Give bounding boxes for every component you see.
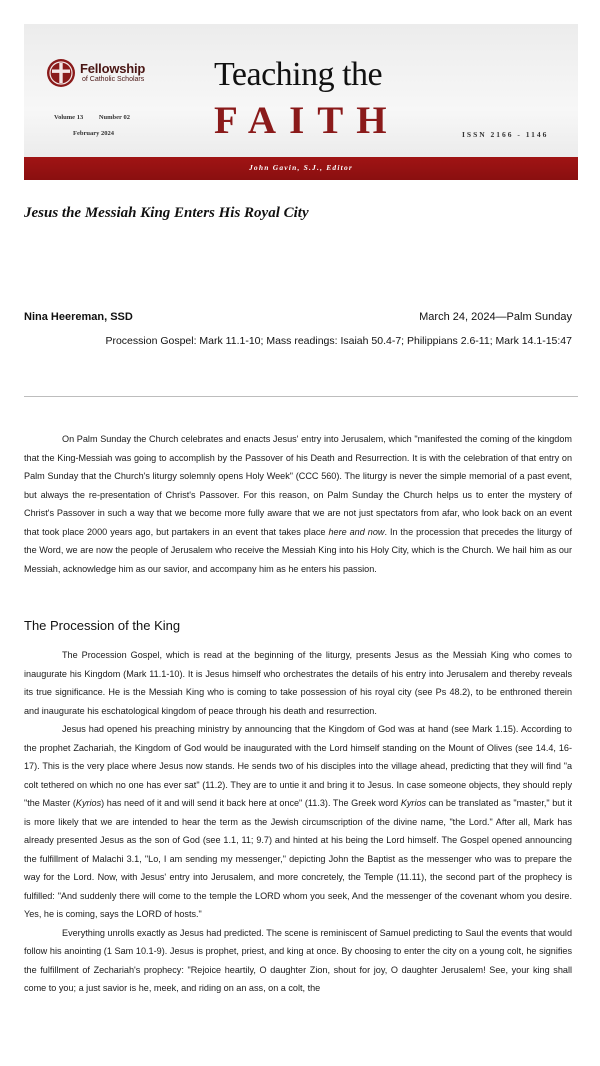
intro-paragraph [24, 430, 572, 578]
fellowship-logo-icon [46, 58, 76, 88]
issn-label: ISSN 2166 - 1146 [462, 130, 549, 139]
paragraph-4: Everything unrolls exactly as Jesus had predicted. The scene is reminiscent of Samuel predicting to Saul the events that would follow his anointing (1 Sam 10.1-9). Jesus is prophet, priest, and king at once. By choosing to enter the city on a young colt, he signifies the fulfillment of Zechariah's prophecy: "Rejoice heartily, O daughter Zion, shout for joy, O daughter Jerusalem! See, your king shall come to you; a just savior is he, meek, and riding on an ass, on a colt, the [24, 927, 572, 993]
intro-text-2: . In the procession that precedes the liturgy of the Word, we are now the people of Jerusalem who receive the Messiah King into his Holy City, which is the Church. We hail him as our Messiah, acknowledge him as our savior, and accompany him as he enters his passion. [24, 526, 572, 574]
paragraph-2: The Procession Gospel, which is read at the beginning of the liturgy, presents Jesus as the Messiah King who comes to inaugurate his Kingdom (Mark 11.1-10). It is Jesus himself who orchestrates the details of his entry into Jerusalem and thereby reveals its true significance. He is the Messiah King who is coming to take possession of his royal city (see Ps 48.2), to be enthroned therein and inaugurate his eschatological kingdom of peace through his death and resurrection. [24, 650, 572, 716]
issue-meta [54, 114, 144, 121]
section-body [24, 646, 572, 998]
section-heading: The Procession of the King [24, 618, 181, 633]
kyrios-term: Kyrios [75, 798, 102, 808]
paragraph-3 [24, 720, 572, 924]
publication-title-line2: FAITH [214, 99, 400, 142]
masthead [24, 24, 578, 180]
author-name: Nina Heereman, SSD [24, 311, 133, 323]
editor-credit: John Gavin, S.J., Editor [248, 163, 354, 172]
divider [24, 396, 578, 397]
volume-label: Volume 13 [54, 114, 84, 121]
number-label: Number 02 [98, 114, 130, 121]
intro-emphasis: here and now [328, 526, 385, 537]
para3-text-1: Jesus had opened his preaching ministry by announcing that the Kingdom of God was at hand (see Mark 1.15). According to the prophet Zachariah, the Kingdom of God would be inaugurated with the Lord himself standing on the Mount of Olives (see 14.4, 16-17). This is the very place where Jesus now stands. He sends two of his disciples into the village ahead, predicting that they will find "a colt tethered on which no one has ever sat" (11.2). They are to untie it and bring it to Jesus. In case someone objects, they should reply "the Master ( [24, 724, 572, 808]
org-subtitle: of Catholic Scholars [82, 76, 145, 83]
article-title: Jesus the Messiah King Enters His Royal City [24, 205, 309, 221]
issue-date: February 2024 [73, 130, 114, 137]
kyrios-term: Kyrios [400, 798, 427, 808]
editor-bar [24, 157, 578, 180]
para3-text-2: ) has need of it and will send it back here at once" (11.3). The Greek word [101, 798, 401, 808]
org-name: Fellowship [80, 61, 146, 76]
intro-text-1: On Palm Sunday the Church celebrates and enacts Jesus' entry into Jerusalem, which "manifested the coming of the kingdom that the King-Messiah was going to accomplish by the Passover of his Death and Resurrection. It is with the celebration of that entry on Palm Sunday that the Church's liturgy solemnly opens Holy Week" (CCC 560). The liturgy is never the simple memorial of a past event, but always the re-presentation of Christ's Passover. For this reason, on Palm Sunday the Church helps us to enter the mystery of Christ's Passover in such a way that we become more fully aware that we are not just spectators from afar, who look back on an event that took place 2000 years ago, but partakers in an event that takes place [24, 434, 572, 537]
publication-title-line1: Teaching the [214, 56, 383, 93]
para3-text-3: can be translated as "master," but it is more likely that we are intended to hear the term as the Jewish circumscription of the divine name, "the Lord." After all, Mark has already presented Jesus as the son of God (see 1.1, 11; 9.7) and hinted at his being the Lord himself. The Gospel opened announcing the fulfillment of Malachi 3.1, "Lo, I am sending my messenger," depicting John the Baptist as the messenger who was to prepare the way for the Lord. Now, with Jesus' entry into Jerusalem, and more concretely, the Temple (11.11), the second part of the prophecy is fulfilled: "And suddenly there will come to the temple the LORD whom you seek, And the messenger of the covenant whom you desire. Yes, he is coming, says the LORD of hosts." [24, 798, 572, 919]
article-date: March 24, 2024—Palm Sunday [419, 311, 572, 323]
readings-line: Procession Gospel: Mark 11.1-10; Mass readings: Isaiah 50.4-7; Philippians 2.6-11; Mark 14.1-15:47 [105, 335, 572, 347]
